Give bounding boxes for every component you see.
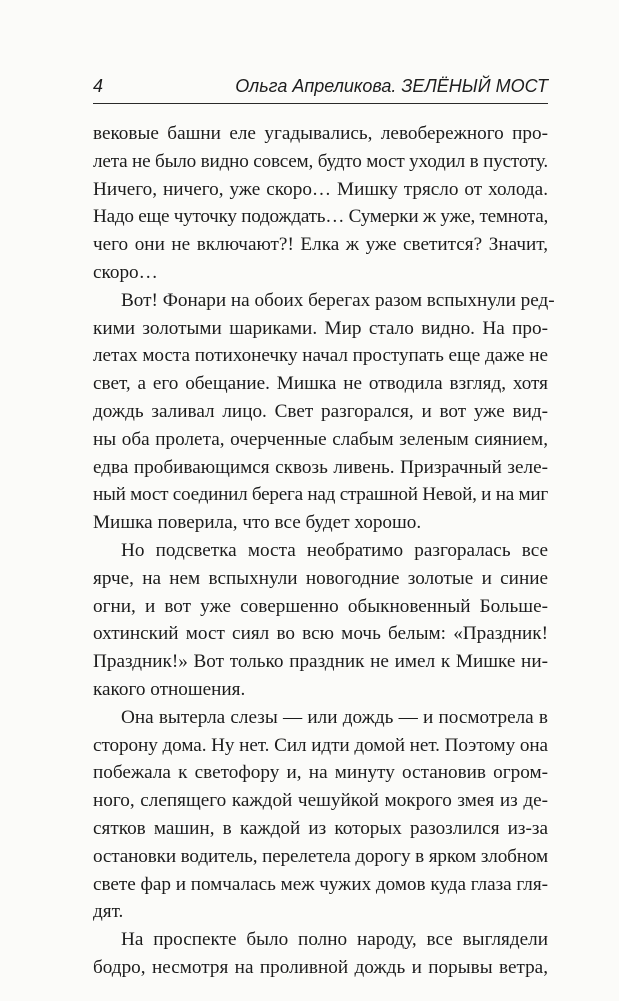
header-rule bbox=[93, 103, 548, 104]
text-line: вековые башни еле угадывались, левобережного про- bbox=[93, 123, 548, 144]
paragraph-2 bbox=[93, 287, 555, 537]
text-line: На проспекте было полно народу, все выглядели bbox=[121, 929, 548, 951]
text-line: едва пробивающимся сквозь ливень. Призрачный зеле- bbox=[93, 456, 548, 478]
text-line: дождь заливал лицо. Свет разгорался, и вот уже вид- bbox=[93, 400, 548, 422]
text-line: скоро… bbox=[93, 261, 158, 283]
text-line: Ничего, ничего, уже скоро… Мишку трясло от холода. bbox=[93, 178, 548, 200]
text-line: Надо еще чуточку подождать… Сумерки ж уже, темнота, bbox=[93, 206, 548, 228]
page-header bbox=[93, 74, 548, 102]
text-line: сторону дома. Ну нет. Сил идти домой нет. Поэтому она bbox=[93, 734, 548, 756]
book-page bbox=[93, 74, 555, 978]
text-line: охтинский мост сиял во всю мочь белым: «Праздник! bbox=[93, 623, 548, 645]
text-line: Но подсветка моста необратимо разгоралась все bbox=[121, 539, 548, 561]
text-line: свет, а его обещание. Мишка не отводила взгляд, хотя bbox=[93, 373, 548, 395]
text-line: огни, и вот уже совершенно обыкновенный Больше- bbox=[93, 595, 548, 617]
text-line: ярче, на нем вспыхнули новогодние золотые и синие bbox=[93, 567, 548, 589]
text-line: побежала к светофору и, на минуту остановив огром- bbox=[93, 762, 548, 784]
text-line: Вот! Фонари на обоих берегах разом вспыхнули ред- bbox=[121, 289, 555, 311]
paragraph-1 bbox=[93, 120, 548, 287]
body-text bbox=[93, 120, 555, 982]
paragraph-5 bbox=[93, 926, 548, 982]
text-line: какого отношения. bbox=[93, 678, 246, 700]
text-line: чего они не включают?! Елка ж уже светится? Значит, bbox=[93, 234, 548, 256]
paragraph-4 bbox=[93, 704, 548, 926]
text-line: свете фар и помчалась меж чужих домов куда глаза гля- bbox=[93, 873, 548, 895]
text-line: кими золотыми шариками. Мир стало видно. На про- bbox=[93, 317, 548, 339]
text-line: остановки водитель, перелетела дорогу в ярком злобном bbox=[93, 845, 548, 867]
text-line: лета не было видно совсем, будто мост уходил в пустоту. bbox=[93, 150, 548, 172]
text-line: бодро, несмотря на проливной дождь и порывы ветра, bbox=[93, 956, 548, 978]
text-line: Праздник!» Вот только праздник не имел к Мишке ни- bbox=[93, 651, 548, 673]
text-line: Она вытерла слезы — или дождь — и посмотрела в bbox=[121, 706, 548, 728]
text-line: сятков машин, в каждой из которых разозлился из-за bbox=[93, 817, 548, 839]
text-line: Мишка поверила, что все будет хорошо. bbox=[93, 512, 422, 534]
text-line: ного, слепящего каждой чешуйкой мокрого змея из де- bbox=[93, 790, 548, 812]
text-line: дят. bbox=[93, 901, 124, 923]
text-line: ный мост соединил берега над страшной Невой, и на миг bbox=[93, 484, 548, 506]
text-line: летах моста потихонечку начал проступать еще даже не bbox=[93, 345, 548, 367]
paragraph-3 bbox=[93, 537, 548, 704]
text-line: ны оба пролета, очерченные слабым зеленым сиянием, bbox=[93, 428, 548, 450]
running-head: Ольга Апреликова. ЗЕЛЁНЫЙ МОСТ bbox=[235, 76, 548, 96]
page-number: 4 bbox=[93, 76, 104, 96]
